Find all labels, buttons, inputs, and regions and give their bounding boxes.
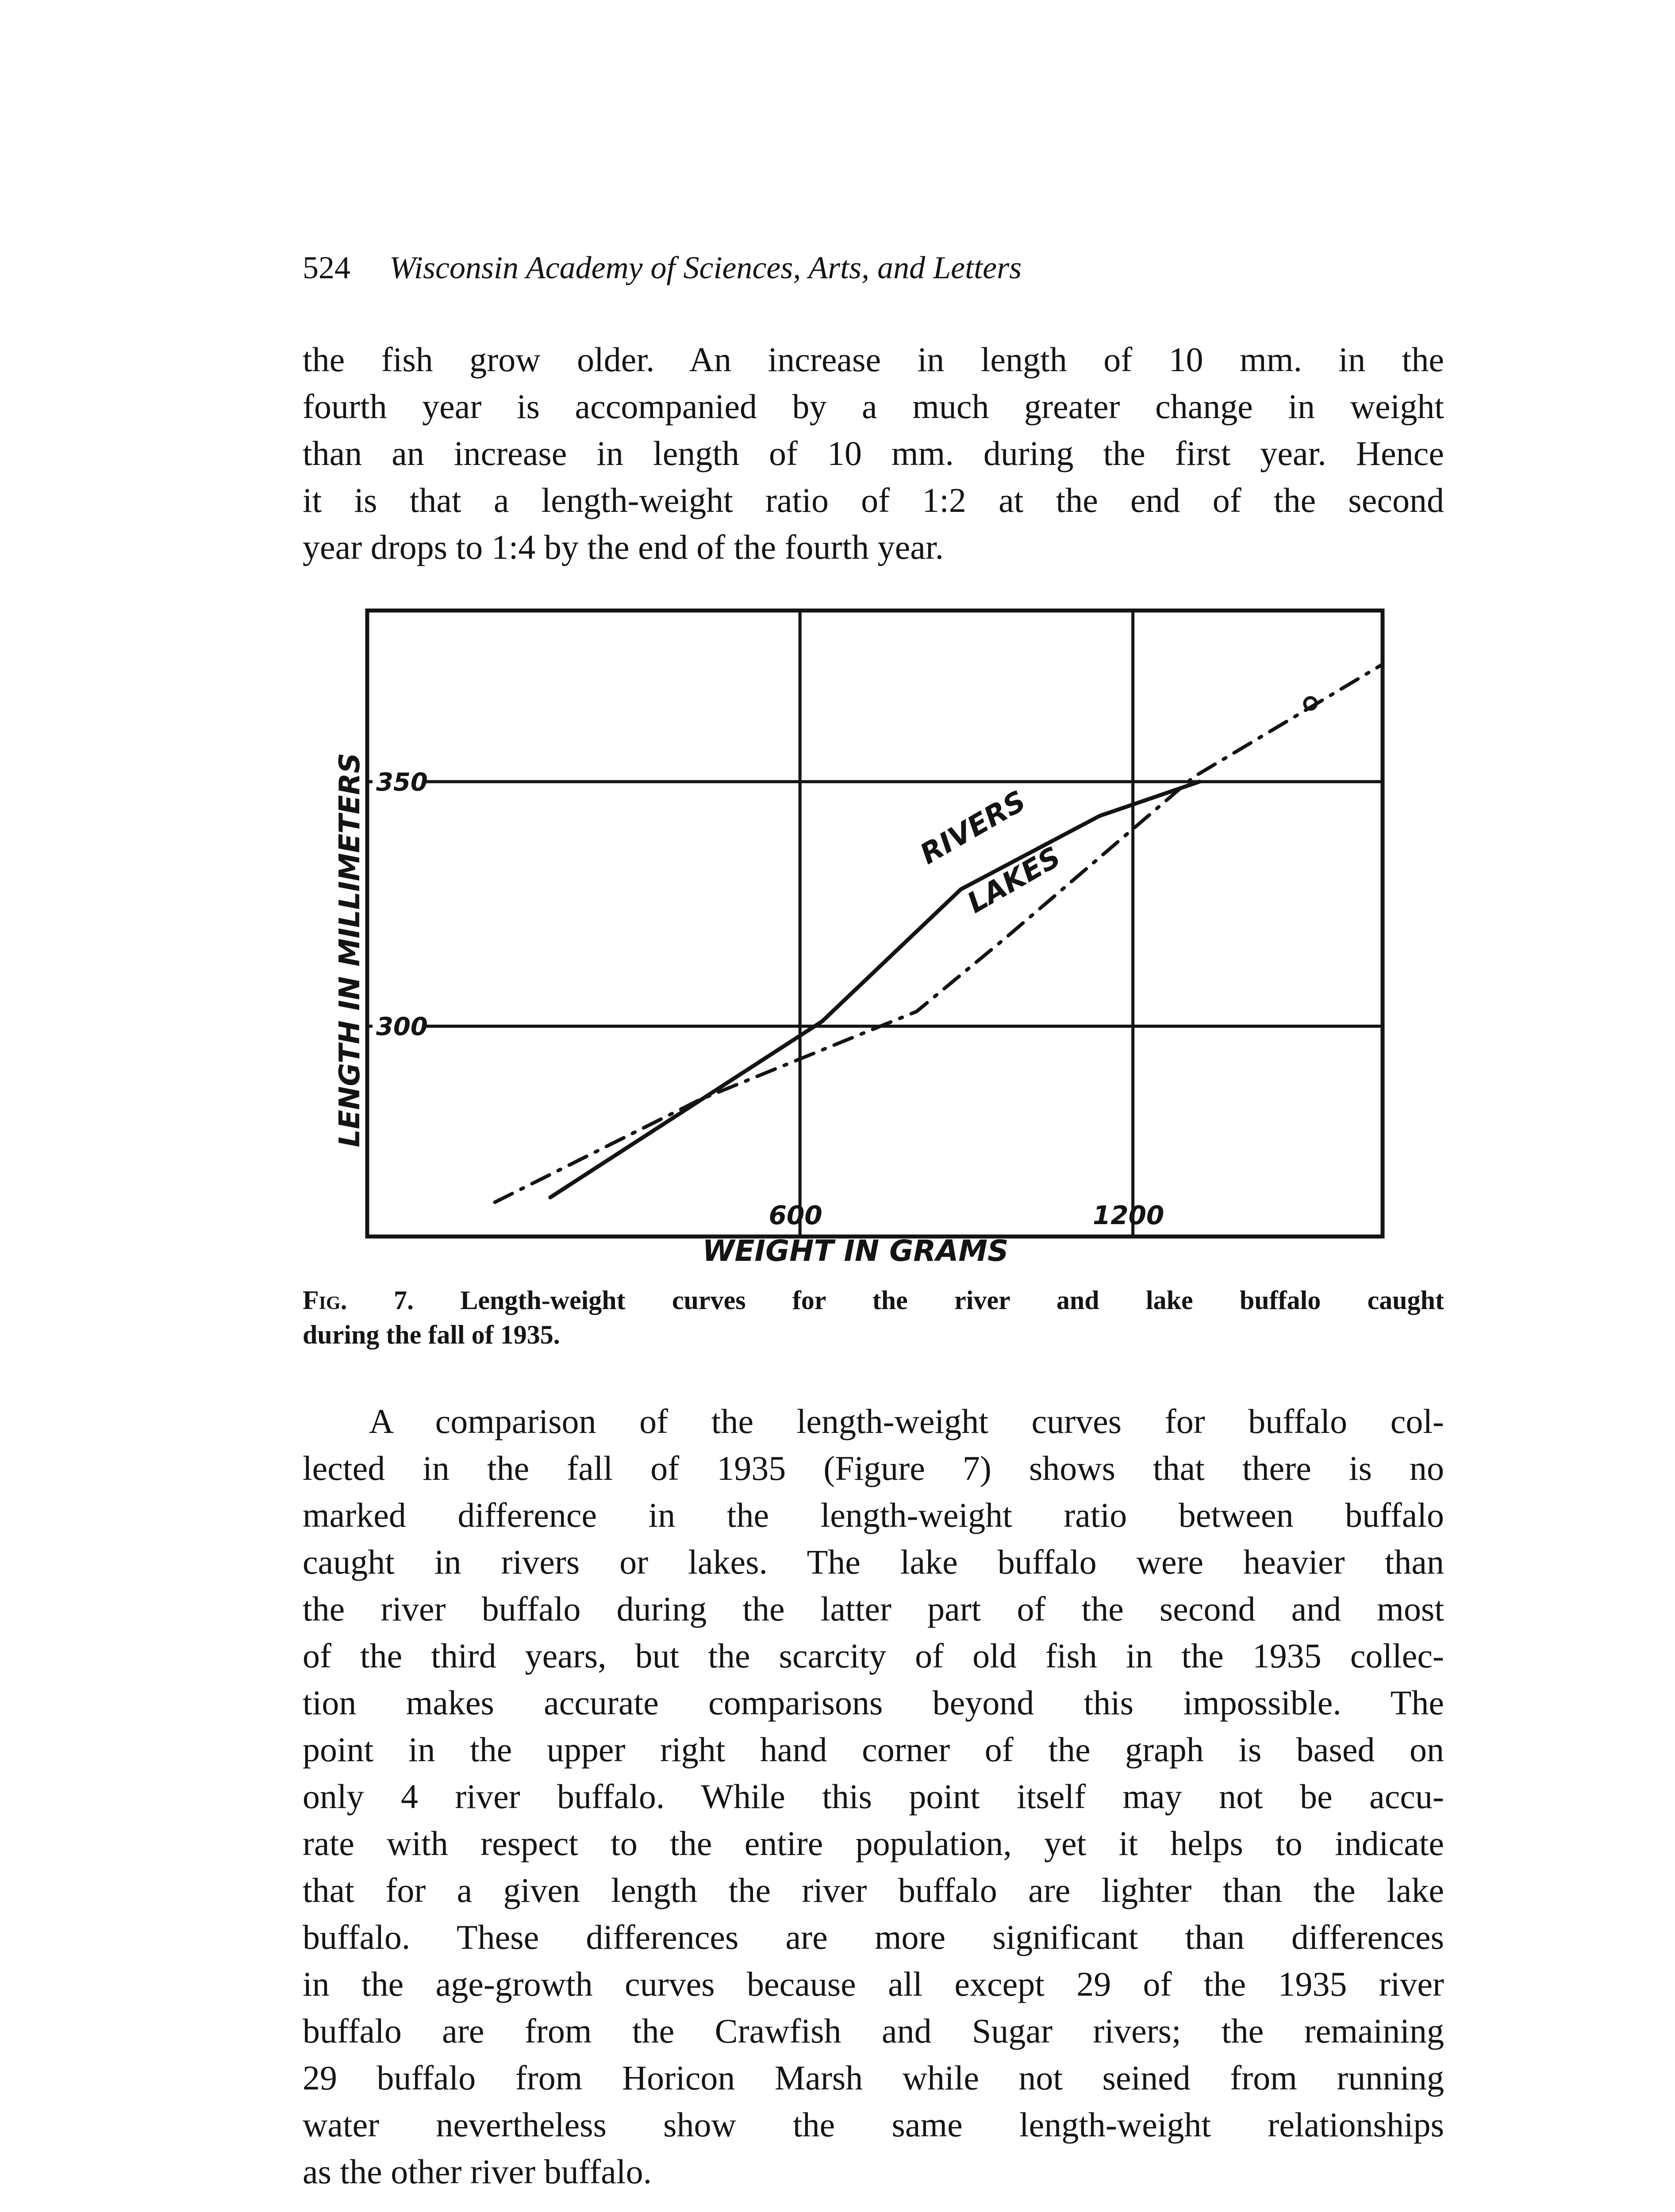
text-line: it is that a length-weight ratio of 1:2 at the end of the second	[303, 481, 1444, 519]
text-line: buffalo are from the Crawfish and Sugar rivers; the remaining	[303, 2012, 1444, 2050]
x-tick-label: 1200	[1092, 1200, 1164, 1230]
text-line: point in the upper right hand corner of the graph is based on	[303, 1730, 1444, 1769]
running-header	[303, 239, 1444, 296]
text-line: water nevertheless show the same length-weight relationships	[303, 2105, 1444, 2144]
y-tick-label: 300	[376, 1012, 428, 1041]
text-line: caught in rivers or lakes. The lake buffalo were heavier than	[303, 1543, 1444, 1581]
caption-line: during the fall of 1935.	[303, 1320, 560, 1349]
rivers-label: RIVERS	[914, 784, 1032, 871]
text-line: only 4 river buffalo. While this point itself may not be accu-	[303, 1777, 1444, 1816]
text-line: the fish grow older. An increase in length of 10 mm. in the	[303, 340, 1444, 379]
journal-title: Wisconsin Academy of Sciences, Arts, and Letters	[389, 250, 1022, 285]
caption-line	[303, 1283, 1444, 1317]
length-weight-chart	[334, 606, 1398, 1268]
figure-label: Fig. 7.	[303, 1286, 414, 1315]
caption-text: Length-weight curves for the river and lake buffalo caught	[460, 1286, 1444, 1315]
text-line: than an increase in length of 10 mm. during the first year. Hence	[303, 434, 1444, 472]
figure-7	[334, 606, 1398, 1268]
text-line: year drops to 1:4 by the end of the fourth year.	[303, 528, 944, 566]
text-line: A comparison of the length-weight curves for buffalo col-	[369, 1402, 1444, 1440]
text-line: 29 buffalo from Horicon Marsh while not seined from running	[303, 2058, 1444, 2097]
figure-caption	[303, 1283, 1444, 1352]
text-line: marked difference in the length-weight ratio between buffalo	[303, 1496, 1444, 1534]
paragraph-1	[303, 336, 1444, 571]
text-line: of the third years, but the scarcity of old fish in the 1935 collec-	[303, 1636, 1444, 1675]
y-axis-title: LENGTH IN MILLIMETERS	[334, 753, 366, 1148]
paragraph-2	[303, 1398, 1444, 2195]
text-line: tion makes accurate comparisons beyond this impossible. The	[303, 1683, 1444, 1722]
text-line: rate with respect to the entire population, yet it helps to indicate	[303, 1824, 1444, 1863]
y-tick-label: 350	[376, 768, 428, 797]
series-line-rivers	[550, 782, 1199, 1198]
text-line: buffalo. These differences are more significant than differences	[303, 1918, 1444, 1956]
series-line-lakes	[495, 664, 1383, 1202]
x-tick-label: 600	[768, 1200, 822, 1230]
text-line: lected in the fall of 1935 (Figure 7) shows that there is no	[303, 1449, 1444, 1487]
x-axis-title: WEIGHT IN GRAMS	[702, 1234, 1009, 1268]
plot-frame	[367, 611, 1383, 1237]
text-line: as the other river buffalo.	[303, 2152, 652, 2191]
text-line: fourth year is accompanied by a much greater change in weight	[303, 387, 1444, 426]
text-line: the river buffalo during the latter part of the second and most	[303, 1590, 1444, 1628]
page-number: 524	[303, 250, 350, 285]
lakes-label: LAKES	[962, 841, 1067, 920]
text-line: in the age-growth curves because all except 29 of the 1935 river	[303, 1965, 1444, 2003]
text-line: that for a given length the river buffalo are lighter than the lake	[303, 1871, 1444, 1909]
